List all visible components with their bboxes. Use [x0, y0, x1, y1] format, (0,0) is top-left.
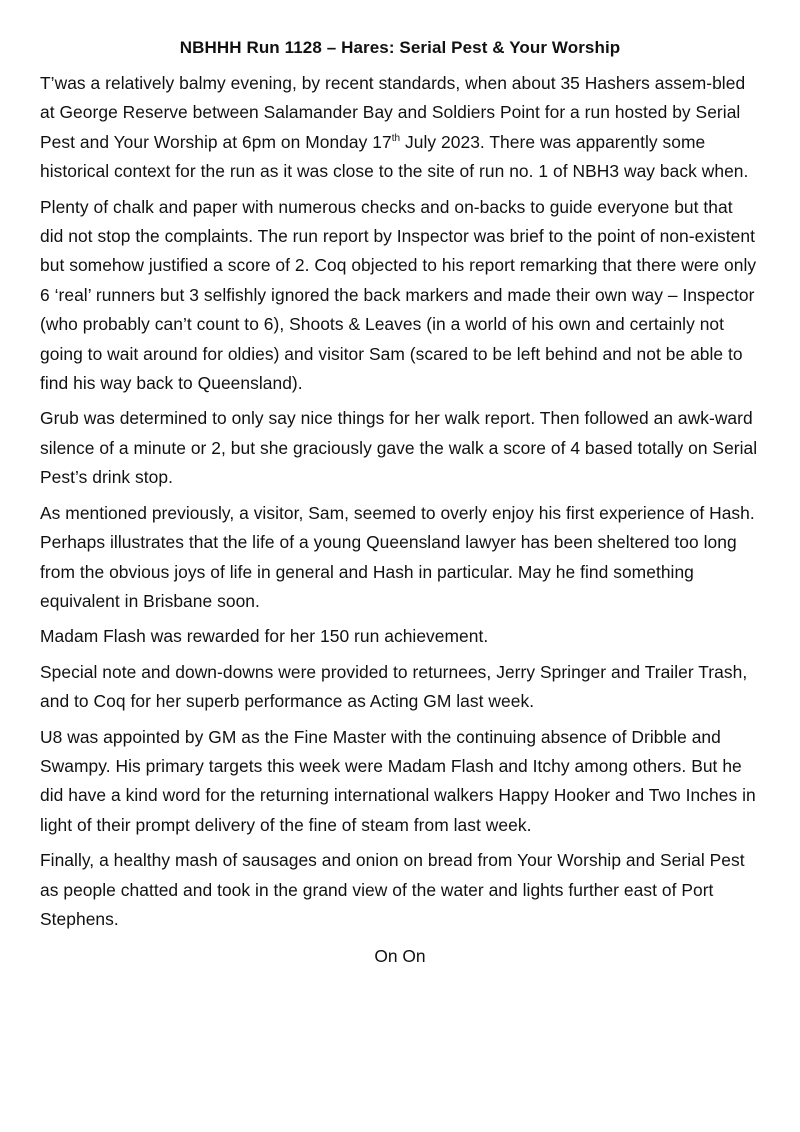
document-title: NBHHH Run 1128 – Hares: Serial Pest & Your Worship	[179, 38, 621, 57]
date-ordinal-suffix: th	[391, 133, 401, 145]
paragraph-walk-report: Grub was determined to only say nice things for her walk report. Then followed an awk-ward silence of a minute or 2, but she graciously gave the walk a score of 4 based totally on Serial Pest’s drink stop.	[40, 408, 758, 488]
paragraph-fine-master: U8 was appointed by GM as the Fine Master with the continuing absence of Dribble and Swampy. His primary targets this week were Madam Flash and Itchy among others. But he did have a kind word for the returning international walkers Happy Hooker and Two Inches in light of their prompt delivery of the fine of steam from last week.	[40, 726, 756, 835]
paragraph-intro	[40, 69, 760, 187]
paragraph-intro-text-2: July 2023. There was apparently some historical context for the run as it was close to the site of run no. 1 of NBH3 way back when.	[40, 131, 749, 182]
paragraph-visitor: As mentioned previously, a visitor, Sam, seemed to overly enjoy his first experience of Hash. Perhaps illustrates that the life of a young Queensland lawyer has been sheltered too long from the obvious joys of life in general and Hash in particular. May he find something equivalent in Brisbane soon.	[40, 502, 755, 611]
signoff: On On	[374, 946, 426, 967]
paragraph-intro-text-1: T’was a relatively balmy evening, by recent standards, when about 35 Hashers assem-bled at George Reserve between Salamander Bay and Soldiers Point for a run hosted by Serial Pest and Your Worship at 6pm on Monday 17	[40, 73, 746, 152]
paragraph-finale: Finally, a healthy mash of sausages and onion on bread from Your Worship and Serial Pest as people chatted and took in the grand view of the water and lights further east of Port Stephens.	[40, 850, 745, 929]
paragraph-run-report: Plenty of chalk and paper with numerous checks and on-backs to guide everyone but that did not stop the complaints. The run report by Inspector was brief to the point of non-existent but somehow justified a score of 2. Coq objected to his report remarking that there were only 6 ‘real’ runners but 3 selfishly ignored the back markers and made their own way – Inspector (who probably can’t count to 6), Shoots & Leaves (in a world of his own and certainly not going to wait around for oldies) and visitor Sam (scared to be left behind and not be able to find his way back to Queensland).	[40, 196, 757, 394]
paragraph-achievement: Madam Flash was rewarded for her 150 run achievement.	[40, 626, 489, 647]
paragraph-down-downs: Special note and down-downs were provided to returnees, Jerry Springer and Trailer Trash, and to Coq for her superb performance as Acting GM last week.	[40, 661, 748, 712]
